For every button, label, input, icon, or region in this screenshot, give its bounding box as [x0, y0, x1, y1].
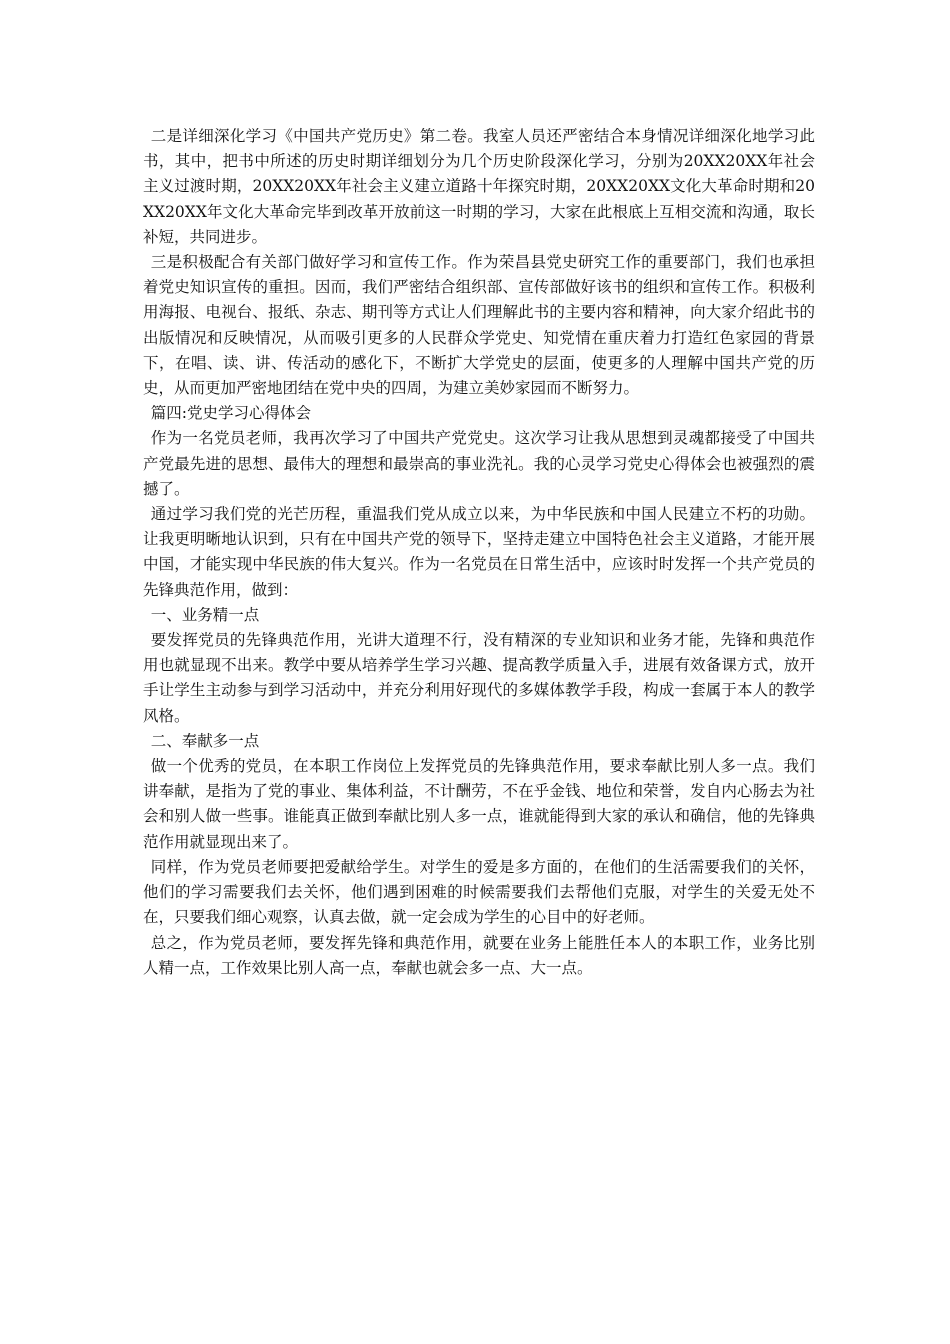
paragraph: 做一个优秀的党员，在本职工作岗位上发挥党员的先锋典范作用，要求奉献比别人多一点。我们讲奉献，是指为了党的事业、集体利益，不计酬劳，不在乎金钱、地位和荣誉，发自内心肠去为社会和别人做一些事。谁能真正做到奉献比别人多一点，谁就能得到大家的承认和确信，他的先锋典范作用就显现出来了。 — [143, 757, 815, 851]
paragraph: 通过学习我们党的光芒历程，重温我们党从成立以来，为中华民族和中国人民建立不朽的功勋。让我更明晰地认识到，只有在中国共产党的领导下，坚持走建立中国特色社会主义道路，才能开展中国，才能实现中华民族的伟大复兴。作为一名党员在日常生活中，应该时时发挥一个共产党员的先锋典范作用，做到： — [143, 505, 815, 599]
paragraph: 三是积极配合有关部门做好学习和宣传工作。作为荣昌县党史研究工作的重要部门，我们也承担着党史知识宣传的重担。因而，我们严密结合组织部、宣传部做好该书的组织和宣传工作。积极利用海报、电视台、报纸、杂志、期刊等方式让人们理解此书的主要内容和精神，向大家介绍此书的出版情况和反映情况，从而吸引更多的人民群众学党史、知党情在重庆着力打造红色家园的背景下，在唱、读、讲、传活动的感化下，不断扩大学党史的层面，使更多的人理解中国共产党的历史，从而更加严密地团结在党中央的四周，为建立美妙家园而不断努力。 — [143, 253, 815, 398]
sub-heading: 一、业务精一点 — [150, 605, 260, 624]
section-heading: 篇四:党史学习心得体会 — [150, 404, 311, 423]
paragraph: 同样，作为党员老师要把爱献给学生。对学生的爱是多方面的，在他们的生活需要我们的关怀，他们的学习需要我们去关怀，他们遇到困难的时候需要我们去帮他们克服，对学生的关爱无处不在，只要我们细心观察，认真去做，就一定会成为学生的心目中的好老师。 — [143, 857, 815, 927]
paragraph: 作为一名党员老师，我再次学习了中国共产党党史。这次学习让我从思想到灵魂都接受了中国共产党最先进的思想、最伟大的理想和最崇高的事业洗礼。我的心灵学习党史心得体会也被强烈的震撼了。 — [143, 429, 815, 498]
paragraph: 二是详细深化学习《中国共产党历史》第二卷。我室人员还严密结合本身情况详细深化地学习此书，其中，把书中所述的历史时期详细划分为几个历史阶段深化学习，分别为20XX20XX年社会主义过渡时期，20XX20XX年社会主义建立道路十年探究时期，20XX20XX文化大革命时期和20XX20XX年文化大革命完毕到改革开放前这一时期的学习，大家在此根底上互相交流和沟通，取长补短，共同进步。 — [143, 127, 815, 246]
paragraph: 总之，作为党员老师，要发挥先锋和典范作用，就要在业务上能胜任本人的本职工作，业务比别人精一点，工作效果比别人高一点，奉献也就会多一点、大一点。 — [143, 933, 815, 977]
sub-heading: 二、奉献多一点 — [150, 731, 260, 750]
document-body — [143, 124, 815, 981]
paragraph: 要发挥党员的先锋典范作用，光讲大道理不行，没有精深的专业知识和业务才能，先锋和典范作用也就显现不出来。教学中要从培养学生学习兴趣、提高教学质量入手，进展有效备课方式，放开手让学生主动参与到学习活动中，并充分利用好现代的多媒体教学手段，构成一套属于本人的教学风格。 — [143, 631, 815, 725]
